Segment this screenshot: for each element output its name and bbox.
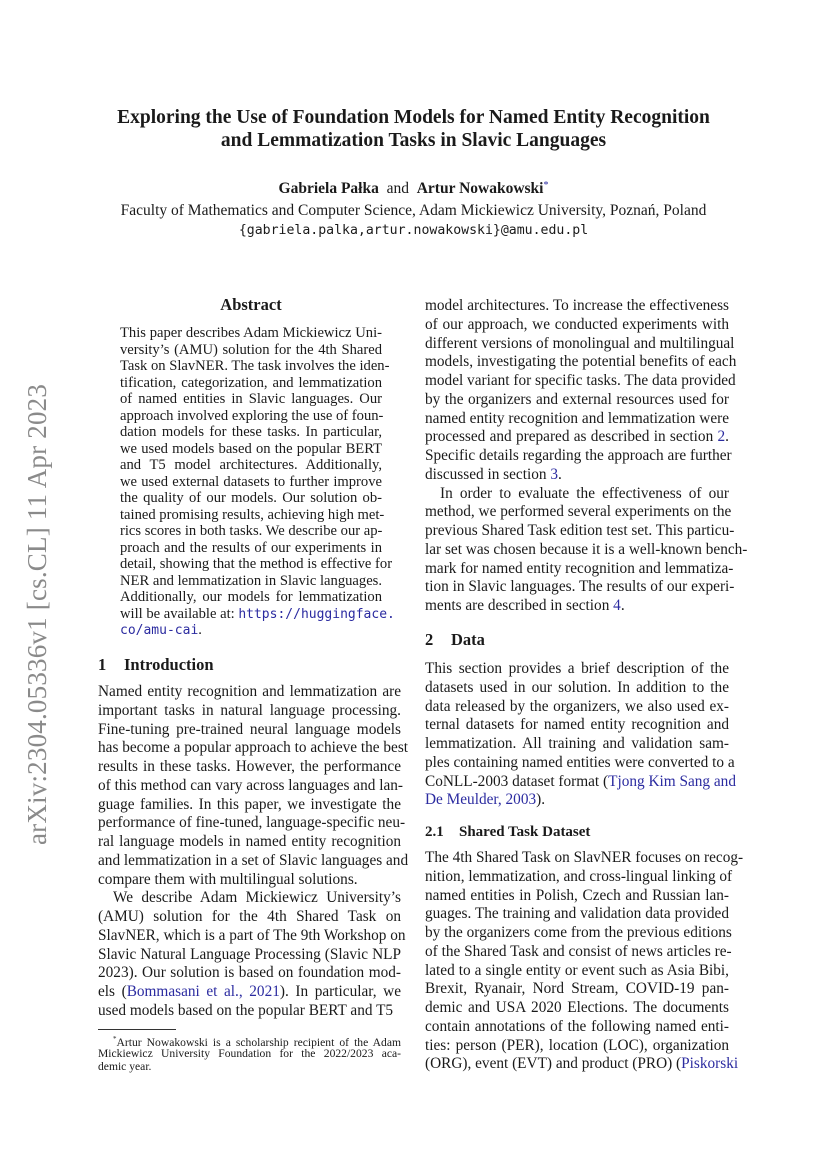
abstract-section [120,295,395,639]
text-line: by the organizers come from the previous editions [425,924,732,941]
text-line: mark for named entity recognition and lemmatiza- [425,559,734,577]
text-line: models, investigating the potential benefits of each [425,353,737,371]
citation-link[interactable]: De Meulder, 2003 [425,791,537,809]
arxiv-identifier-stamp: arXiv:2304.05336v1 [cs.CL] 11 Apr 2023 [22,383,52,845]
text-line: will be available at: https://huggingface. [120,605,395,622]
text-line: we used external datasets to further improve [120,473,382,490]
text-line: the quality of our models. Our solution ob- [120,490,382,506]
text-line: of the Shared Task and consist of news articles re- [425,942,732,960]
text-line: named entities in Polish, Czech and Russian lan- [425,886,729,904]
author-emails: {gabriela.palka,artur.nowakowski}@amu.edu.pl [238,223,589,238]
text-line: data released by the organizers, we also used ex- [425,697,729,715]
text-line: nition, lemmatization, and cross-lingual linking of [425,867,733,885]
text-line: Task on SlavNER. The task involves the iden- [120,358,390,374]
text-line: SlavNER, which is a part of The 9th Workshop on [98,926,406,944]
text-line: Specific details regarding the approach are further [425,447,732,464]
text-line: De Meulder, 2003). [425,791,546,809]
text-line: Named entity recognition and lemmatization are [98,683,401,700]
text-line: detail, showing that the method is effective for [120,556,393,572]
citation-link[interactable]: Bommasani et al., 2021 [126,983,280,1000]
introduction-continued [425,297,748,616]
text-line: we used models based on the popular BERT [120,440,382,457]
text-line: named entity recognition and lemmatization were [425,409,729,427]
text-line: previous Shared Task edition test set. This particu- [425,522,735,539]
text-line: We describe Adam Mickiewicz University’s [113,889,401,907]
text-line: of this method can vary across languages and lan- [98,776,403,794]
footnote-mark: * [113,1035,117,1043]
paper-title [60,106,767,152]
text-line: important tasks in natural language processing. [98,701,401,719]
text-line: discussed in section 3. [425,465,562,483]
author-list [60,180,767,198]
footnote [98,1033,401,1074]
title-line: Exploring the Use of Foundation Models for Named Entity Recognition [117,107,710,128]
text-line: proach and the results of our experiments in [120,539,382,556]
text-line: of named entities in Slavic languages. Our [120,391,382,407]
citation-link[interactable]: Tjong Kim Sang and [608,772,736,790]
text-line: Mickiewicz University Foundation for the 2022/2023 aca- [98,1046,401,1060]
text-line: ral language models in named entity recognition [98,833,401,850]
text-line: versity’s (AMU) solution for the 4th Shared [120,341,382,358]
text-line: tion in Slavic languages. The results of our experi- [425,578,735,596]
text-line: model architectures. To increase the effectiveness [425,297,729,314]
url-link[interactable]: https://huggingface. [238,606,395,622]
citation-link[interactable]: 2 [717,428,726,446]
text-line: lated to a single entity or event such as Asia Bibi, [425,961,729,979]
section-title: Data [451,630,485,649]
text-line: ments are described in section 4. [425,597,625,614]
subsection-heading [425,823,729,841]
text-line: used models based on the popular BERT and T5 [98,1001,394,1019]
shared-task-dataset-section [425,823,744,1074]
title-line: and Lemmatization Tasks in Slavic Languages [220,130,607,151]
text-line: lemmatization. All training and validation sam- [425,735,729,752]
introduction-section [98,655,409,1021]
citation-link[interactable]: Piskorski [681,1055,739,1073]
footnote-divider [98,1029,176,1030]
shared-task-body [425,849,744,1074]
section-number: 2 [425,630,434,649]
text-line: co/amu-cai. [120,622,202,638]
data-section [425,630,736,810]
text-line: and T5 model architectures. Additionally, [120,457,382,473]
text-line: performance of fine-tuned, language-specific neu- [98,814,406,832]
text-line: lar set was chosen because it is a well-known bench- [425,540,748,558]
text-line: In order to evaluate the effectiveness of our [440,484,729,502]
abstract-heading: Abstract [220,295,282,314]
text-line: (ORG), event (EVT) and product (PRO) (Piskorski [425,1055,739,1073]
text-line: method, we performed several experiments on the [425,503,732,521]
text-line: tification, categorization, and lemmatization [120,374,382,391]
text-line: guage families. In this paper, we investigate the [98,795,401,813]
subsection-title: Shared Task Dataset [459,824,591,840]
text-line: This paper describes Adam Mickiewicz Uni- [120,325,382,341]
author-name: Artur Nowakowski [416,180,544,197]
text-line: contain annotations of the following named enti- [425,1017,729,1035]
section-heading [425,630,729,649]
text-line: CoNLL-2003 dataset format (Tjong Kim Sang and [425,772,736,790]
text-line: guages. The training and validation data provided [425,905,729,923]
url-link[interactable]: co/amu-cai [120,623,199,638]
text-line: ternal datasets for named entity recognition and [425,716,729,734]
author-name: Gabriela Pałka [278,180,379,197]
text-line: by the organizers and external resources used for [425,390,729,408]
text-line: model variant for specific tasks. The data provided [425,372,736,389]
text-line: dation models for these tasks. In particular, [120,424,382,440]
text-line: Additionally, our models for lemmatization [120,589,382,605]
text-line: and lemmatization in a set of Slavic languages and [98,851,409,869]
text-line: ples containing named entities were converted to a [425,753,735,771]
text-line: *Artur Nowakowski is a scholarship recipient of the Adam [113,1035,401,1049]
text-line: Slavic Natural Language Processing (Slavic NLP [98,945,401,963]
text-line: datasets used in our solution. In addition to the [425,678,729,696]
subsection-number: 2.1 [425,824,444,840]
section-number: 1 [98,655,107,674]
text-line: has become a popular approach to achieve the best [98,739,409,757]
affiliation: Faculty of Mathematics and Computer Science, Adam Mickiewicz University, Poznań, Poland [120,202,707,219]
text-line: rics scores in both tasks. We describe our ap- [120,523,383,539]
text-line: approach involved exploring the use of foun- [120,407,384,424]
citation-link[interactable]: 3 [550,465,558,483]
text-line: processed and prepared as described in section 2. [425,428,729,446]
text-line: NER and lemmatization in Slavic languages. [120,572,382,589]
text-line: results in these tasks. However, the performance [98,758,401,775]
data-section-body [425,660,736,810]
text-line: els (Bommasani et al., 2021). In particular, we [98,983,401,1000]
abstract-body [120,325,395,639]
text-line: ties: person (PER), location (LOC), organization [425,1036,729,1054]
text-line: Fine-tuning pre-trained neural language models [98,720,401,738]
text-line: tained promising results, achieving high met- [120,506,385,523]
citation-link[interactable]: 4 [613,597,621,614]
text-line: of our approach, we conducted experiments with [425,315,729,333]
text-line: demic and USA 2020 Elections. The documents [425,999,729,1016]
text-line: This section provides a brief description of the [425,660,729,677]
text-line: different versions of monolingual and multilingual [425,334,735,352]
section-title: Introduction [124,655,214,674]
section-heading [98,655,401,674]
text-line: (AMU) solution for the 4th Shared Task on [98,908,401,925]
text-line: The 4th Shared Task on SlavNER focuses on recog- [425,849,744,866]
text-line: Brexit, Ryanair, Nord Stream, COVID-19 pan- [425,980,729,998]
text-line: compare them with multilingual solutions. [98,870,358,888]
author-conjunction: and [386,180,409,197]
introduction-body [98,683,409,1021]
text-line: demic year. [98,1060,152,1074]
footnote-mark-link[interactable]: * [543,180,549,191]
text-line: 2023). Our solution is based on foundation mod- [98,964,401,982]
